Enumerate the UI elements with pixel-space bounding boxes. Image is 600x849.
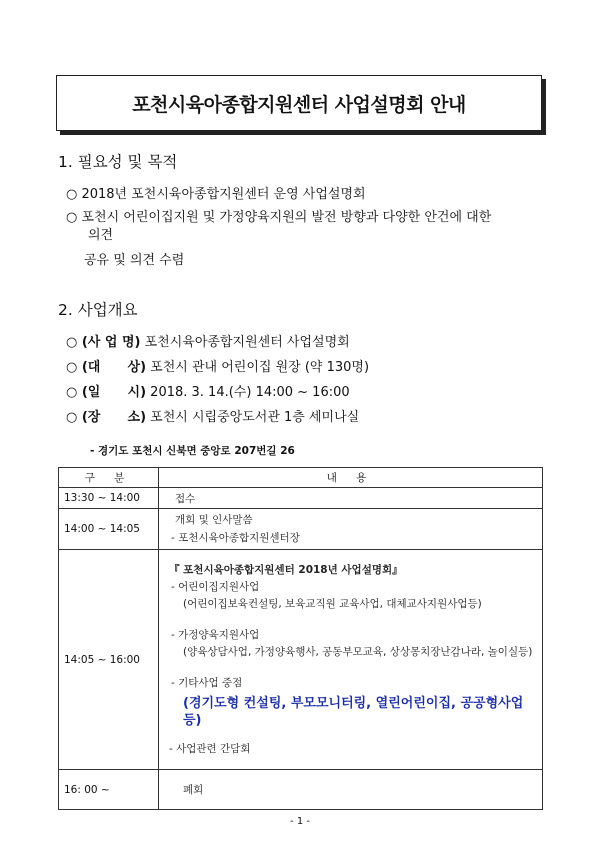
content-line: (양육상담사업, 가정양육행사, 공동부모교육, 상상몽치장난감나라, 놀이실등) <box>183 645 533 658</box>
content-line: - 기타사업 중점 <box>171 676 243 689</box>
time-cell: 14:05 ~ 16:00 <box>59 550 159 770</box>
overview-value: 2018. 3. 14.(수) 14:00 ~ 16:00 <box>150 385 350 400</box>
table-row <box>59 770 543 810</box>
overview-value: 포천시 시립중앙도서관 1층 세미나실 <box>150 410 360 425</box>
time-cell: 14:00 ~ 14:05 <box>59 509 159 550</box>
time-cell: 13:30 ~ 14:00 <box>59 488 159 509</box>
page-title <box>56 75 542 131</box>
content-line: 접수 <box>175 492 196 505</box>
section-1-item-2: ○ 포천시 어린이집지원 및 가정양육지원의 발전 방향과 다양한 안건에 대한 <box>66 210 492 225</box>
content-line: - 가정양육지원사업 <box>171 628 260 641</box>
page-title-text: 포천시육아종합지원센터 사업설명회 안내 <box>132 93 466 116</box>
venue-address: - 경기도 포천시 신북면 중앙로 207번길 26 <box>90 445 295 457</box>
section-1-item-1: ○ 2018년 포천시육아종합지원센터 운영 사업설명회 <box>66 187 366 202</box>
table-row <box>59 509 543 550</box>
overview-label: ○ (사 업 명) <box>66 335 141 350</box>
content-cell <box>159 509 543 550</box>
content-line: 폐회 <box>183 784 204 796</box>
time-cell: 16: 00 ~ <box>59 770 159 810</box>
section-1-heading: 1. 필요성 및 목적 <box>58 153 178 171</box>
content-line-highlight: (경기도형 컨설팅, 부모모니터링, 열린어린이집, 공공형사업 등) <box>183 695 524 728</box>
overview-label: ○ (장 소) <box>66 410 147 425</box>
content-line: - 어린이집지원사업 <box>171 580 260 593</box>
section-1-item-2-cont-2: 공유 및 의견 수렴 <box>84 253 185 268</box>
table-row <box>59 488 543 509</box>
content-line: - 사업관련 간담회 <box>169 742 251 755</box>
content-line: 개회 및 인사말씀 <box>175 514 253 526</box>
section-2-heading: 2. 사업개요 <box>58 301 138 319</box>
table-header-row <box>59 468 543 488</box>
overview-row-name <box>66 331 350 350</box>
content-line: - 포천시육아종합지원센터장 <box>171 532 300 544</box>
overview-value: 포천시 관내 어린이집 원장 (약 130명) <box>150 360 370 375</box>
header-content: 내 용 <box>159 468 543 488</box>
overview-row-target <box>66 356 369 375</box>
content-cell <box>159 550 543 770</box>
overview-row-date <box>66 381 350 400</box>
overview-row-place <box>66 406 359 425</box>
content-line: (어린이집보육컨설팅, 보육교직원 교육사업, 대체교사지원사업등) <box>183 597 482 610</box>
section-1-item-2-cont-1: 의견 <box>88 228 114 243</box>
content-cell <box>159 770 543 810</box>
header-category: 구 분 <box>59 468 159 488</box>
table-row <box>59 550 543 770</box>
overview-label: ○ (대 상) <box>66 360 147 375</box>
content-cell <box>159 488 543 509</box>
schedule-table <box>58 467 543 810</box>
overview-label: ○ (일 시) <box>66 385 147 400</box>
content-line: 『 포천시육아종합지원센터 2018년 사업설명회』 <box>169 563 403 576</box>
overview-value: 포천시육아종합지원센터 사업설명회 <box>144 335 350 350</box>
page-number: - 1 - <box>290 816 310 827</box>
